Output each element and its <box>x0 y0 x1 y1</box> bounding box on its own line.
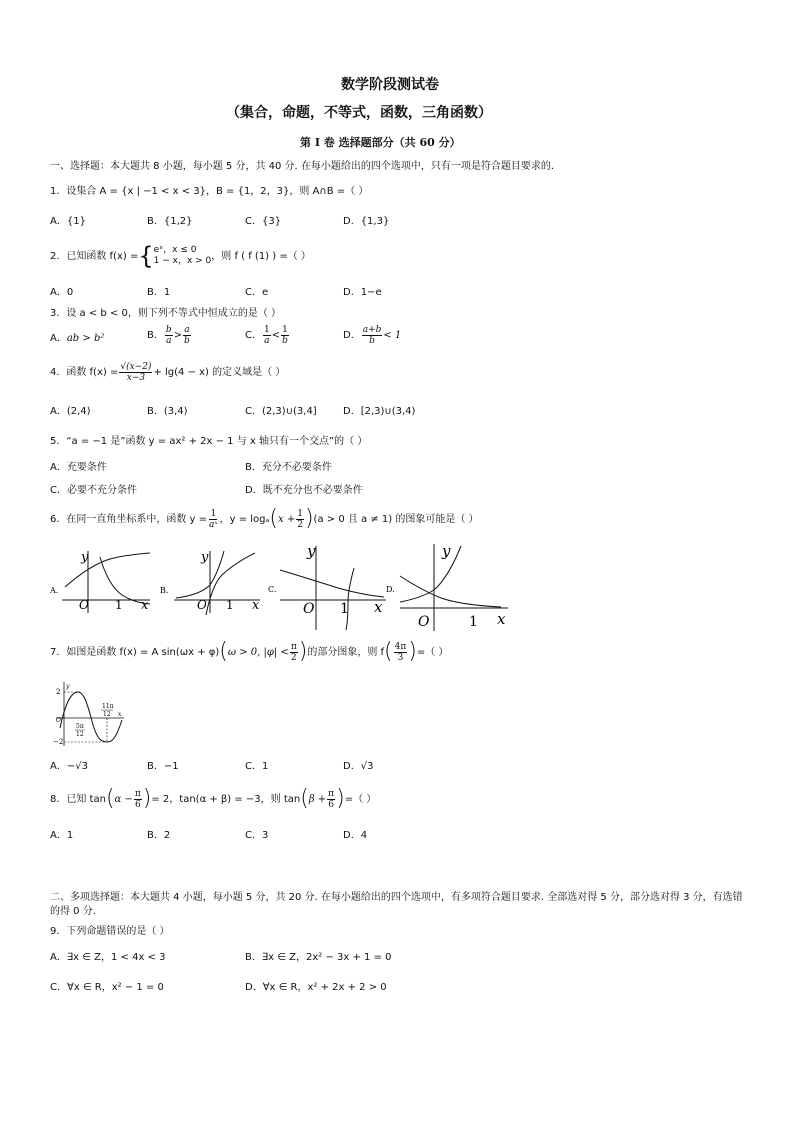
q8-stem-c: =（ ） <box>344 793 377 805</box>
q6-suffix: (a > 0 且 a ≠ 1) 的图象可能是（ ） <box>313 513 479 525</box>
q5-option-a: A．充要条件 <box>50 462 107 473</box>
q6-stem: 6．在同一直角坐标系中，函数 y = $\frac{1}{\text{aˣ}}$ ，y = logₐ ( x + $\frac{1}{2}$ ) (a > 0 且 a ≠ 1) 的图象可能是（ ） <box>50 506 479 531</box>
q6-graph-a-tick: 1 <box>115 598 123 612</box>
q4-option-d: D．[2,3)∪(3,4) <box>343 406 416 417</box>
q8-option-c: C．3 <box>245 830 269 841</box>
section-two-instructions: 二、多项选择题：本大题共 4 小题，每小题 5 分，共 20 分. 在每小题给出的四个选项中，有多项符合题目要求. 全部选对得 5 分，部分选对得 3 分，有选错的得 0 分. <box>50 892 743 917</box>
q7-graph-origin: O <box>56 717 61 724</box>
q1-option-a: A．{1} <box>50 216 86 227</box>
q6-graph-a <box>50 545 155 615</box>
q3-option-a <box>50 332 104 345</box>
q2-suffix: ，则 f ( f (1) ) =（ ） <box>211 250 311 262</box>
q4-option-c: C．(2,3)∪(3,4] <box>245 406 317 417</box>
q6-graph-d-y: y <box>442 542 451 560</box>
q8-option-a: A．1 <box>50 830 74 841</box>
q3-option-d: D． $\frac{a+b}{b}$ < 1 <box>343 325 402 346</box>
q3-label-c: C． <box>245 330 262 341</box>
q6-prefix: 6．在同一直角坐标系中，函数 y = <box>50 513 208 525</box>
exam-title: 数学阶段测试卷 <box>341 77 439 93</box>
q7-condition: ω > 0, |φ| < <box>227 646 289 658</box>
q4-suffix: + lg(4 − x) 的定义域是（ ） <box>153 367 286 378</box>
q3-option-c: C． $\frac{1}{a}$ < $\frac{1}{b}$ <box>245 325 288 346</box>
q7-graph-x1-den: 12 <box>76 731 84 738</box>
q7-graph-top: 2 <box>56 688 61 696</box>
q6-graph-b <box>160 545 265 615</box>
q9-option-c: C．∀x ∈ R，x² − 1 = 0 <box>50 982 164 993</box>
q5-stem: 5．“a = −1 是”函数 y = ax² + 2x − 1 与 x 轴只有一个交点”的（ ） <box>50 436 368 447</box>
q6-mid: ，y = logₐ <box>219 513 270 525</box>
q2-prefix: 2．已知函数 f(x) = <box>50 250 139 262</box>
q4-option-a: A．(2,4) <box>50 406 91 417</box>
q7-graph-x1-num: 5π <box>76 723 84 730</box>
q7-option-c: C．1 <box>245 761 269 772</box>
q8-stem: 8．已知 tan ( α − $\frac{\pi}{6}$ ) = 2，tan(α + β) = −3，则 tan ( β + $\frac{\pi}{6}$ ) =（ ） <box>50 786 377 811</box>
q8-option-b: B．2 <box>147 830 171 841</box>
q1-option-c: C．{3} <box>245 216 282 227</box>
q7-graph-bottom: −2 <box>53 738 64 746</box>
q9-stem: 9．下列命题错误的是（ ） <box>50 926 170 937</box>
q2-option-c: C．e <box>245 287 269 298</box>
q2-case-1: eˣ，x ≤ 0 <box>153 245 197 255</box>
q5-option-d: D．既不充分也不必要条件 <box>245 485 363 496</box>
q5-option-b: B．充分不必要条件 <box>245 462 332 473</box>
q4-denominator: x−3 <box>126 373 146 383</box>
q6-graph-c-tick: 1 <box>340 601 349 617</box>
q7-graph <box>52 680 127 748</box>
q9-option-b: B．∃x ∈ Z，2x² − 3x + 1 = 0 <box>245 952 392 963</box>
q4-numerator: √(x−2) <box>120 362 152 372</box>
q2-option-a: A．0 <box>50 287 74 298</box>
q4-stem <box>50 362 285 383</box>
q6-graph-d-label: D. <box>386 585 395 594</box>
q6-graph-b-origin: O <box>197 598 207 612</box>
q4-option-b: B．(3,4) <box>147 406 188 417</box>
q6-graph-c-origin: O <box>303 601 315 617</box>
q3-label-b: B． <box>147 330 164 341</box>
q6-graph-a-x: x <box>141 598 149 613</box>
q6-graph-d-tick: 1 <box>469 614 478 630</box>
q7-graph-y: y <box>66 683 70 690</box>
part-heading: 第 I 卷 选择题部分（共 60 分） <box>300 136 461 149</box>
q8-option-d: D．4 <box>343 830 368 841</box>
q6-graph-b-x: x <box>252 598 260 613</box>
q6-graph-b-label: B. <box>160 586 169 595</box>
q3-label-d: D． <box>343 330 361 341</box>
q7-option-b: B．−1 <box>147 761 179 772</box>
q7-option-a: A．−√3 <box>50 761 88 772</box>
q2-case-2: 1 − x，x > 0 <box>153 256 212 266</box>
q8-stem-b: = 2，tan(α + β) = −3，则 tan <box>151 793 301 805</box>
q1-option-d: D．{1,3} <box>343 216 390 227</box>
q6-graph-c-y: y <box>307 542 316 560</box>
q7-suffix: 的部分图象，则 f <box>307 646 385 658</box>
q6-graph-a-label: A. <box>50 586 59 595</box>
q1-option-b: B．{1,2} <box>147 216 193 227</box>
q8-stem-a: 8．已知 tan <box>50 793 106 805</box>
q6-graph-b-tick: 1 <box>226 598 234 612</box>
q7-suffix2: =（ ） <box>416 646 449 658</box>
q6-graph-d-x: x <box>497 610 506 628</box>
q7-graph-x2-num: 11π <box>102 703 114 710</box>
q6-graph-c-x: x <box>374 598 383 616</box>
q6-graph-d <box>386 538 511 633</box>
q2-option-b: B．1 <box>147 287 171 298</box>
q3-stem: 3．设 a < b < 0，则下列不等式中恒成立的是（ ） <box>50 308 282 319</box>
q1-stem: 1．设集合 A = {x | −1 < x < 3}，B = {1，2，3}，则 A∩B =（ ） <box>50 186 369 197</box>
q3-option-d-tail: < 1 <box>383 330 402 341</box>
q2-cases <box>154 245 212 267</box>
q4-prefix: 4．函数 f(x) = <box>50 367 119 378</box>
q6-graph-a-origin: O <box>79 598 89 612</box>
q2-stem <box>50 244 311 268</box>
q3-option-a-expr: ab > b² <box>66 333 105 344</box>
section-one-instructions: 一、选择题：本大题共 8 小题，每小题 5 分，共 40 分. 在每小题给出的四个选项中，只有一项是符合题目要求的. <box>50 161 555 172</box>
q2-brace: { <box>138 242 154 270</box>
q7-graph-x: x <box>118 711 122 718</box>
q5-option-c: C．必要不充分条件 <box>50 485 137 496</box>
q9-option-a: A．∃x ∈ Z，1 < 4x < 3 <box>50 952 166 963</box>
q7-stem: 7．如图是函数 f(x) = A sin(ωx + φ) ( ω > 0, |φ| < $\frac{\pi}{2}$ ) 的部分图象，则 f ( $\frac{4\pi}{3}$ ) =（ ） <box>50 639 449 664</box>
q6-graph-c-label: C. <box>268 585 277 594</box>
q7-option-d: D．√3 <box>343 761 374 772</box>
q6-graph-d-origin: O <box>418 614 430 630</box>
q2-option-d: D．1−e <box>343 287 382 298</box>
exam-subtitle: （集合，命题，不等式，函数，三角函数） <box>226 105 492 121</box>
q6-graph-c <box>268 540 388 632</box>
q6-graph-b-y: y <box>201 550 209 565</box>
q6-graph-a-y: y <box>81 550 89 565</box>
q3-label-a: A． <box>50 333 67 344</box>
q3-option-b: B． $\frac{b}{a}$ > $\frac{a}{b}$ <box>147 325 190 346</box>
q7-prefix: 7．如图是函数 f(x) = A sin(ωx + φ) <box>50 646 220 658</box>
q9-option-d: D．∀x ∈ R，x² + 2x + 2 > 0 <box>245 982 387 993</box>
q7-graph-x2-den: 12 <box>103 711 111 718</box>
